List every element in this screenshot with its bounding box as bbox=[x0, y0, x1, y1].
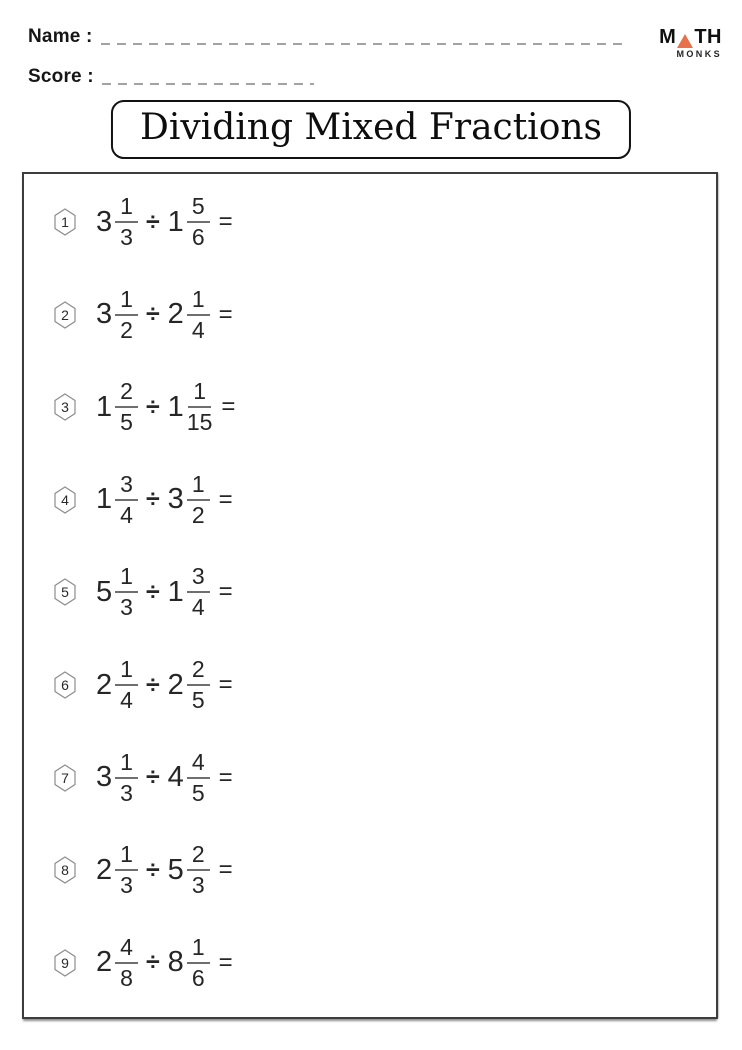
equals-sign: = bbox=[218, 485, 233, 513]
divide-sign: ÷ bbox=[145, 577, 160, 606]
whole-number-2: 4 bbox=[167, 761, 184, 794]
equals-sign: = bbox=[221, 393, 236, 421]
problem-number-badge bbox=[54, 301, 76, 329]
fraction-2 bbox=[187, 748, 210, 806]
equals-sign: = bbox=[218, 578, 233, 606]
whole-number-2: 2 bbox=[167, 298, 184, 331]
problem-number: 1 bbox=[61, 214, 69, 231]
problem-number-badge bbox=[54, 949, 76, 977]
problem-row-7 bbox=[54, 748, 706, 806]
divide-sign: ÷ bbox=[145, 763, 160, 792]
equation bbox=[96, 470, 233, 528]
problem-row-1 bbox=[54, 195, 706, 249]
name-field-row bbox=[28, 26, 624, 48]
problem-number: 9 bbox=[61, 954, 69, 971]
equation bbox=[96, 658, 233, 712]
worksheet-title-box bbox=[111, 100, 631, 159]
fraction-2 bbox=[187, 843, 210, 897]
numerator-2: 1 bbox=[187, 936, 210, 964]
equation bbox=[96, 748, 233, 806]
problem-number-badge bbox=[54, 671, 76, 699]
score-field-row bbox=[28, 66, 314, 88]
numerator-1: 1 bbox=[115, 565, 138, 593]
problem-row-5 bbox=[54, 565, 706, 619]
fraction-1 bbox=[115, 658, 138, 712]
denominator-1: 3 bbox=[120, 224, 133, 251]
numerator-1: 1 bbox=[115, 843, 138, 871]
whole-number-2: 5 bbox=[167, 853, 184, 886]
equals-sign: = bbox=[218, 948, 233, 976]
fraction-1 bbox=[115, 565, 138, 619]
numerator-1: 3 bbox=[115, 473, 138, 501]
divide-sign: ÷ bbox=[145, 300, 160, 329]
logo-word-start: M bbox=[659, 26, 677, 48]
equation bbox=[96, 195, 233, 249]
math-monks-logo bbox=[650, 26, 722, 59]
fraction-2 bbox=[187, 658, 210, 712]
numerator-1: 1 bbox=[115, 195, 138, 223]
whole-number-1: 1 bbox=[96, 483, 113, 516]
numerator-1: 4 bbox=[115, 936, 138, 964]
equals-sign: = bbox=[218, 300, 233, 328]
denominator-2: 6 bbox=[191, 964, 205, 991]
whole-number-2: 1 bbox=[167, 205, 184, 238]
denominator-2: 6 bbox=[191, 224, 205, 251]
name-blank-line bbox=[101, 43, 624, 45]
equation bbox=[96, 285, 233, 343]
triangle-a-icon bbox=[677, 34, 693, 48]
problem-number-badge bbox=[54, 486, 76, 514]
divide-sign: ÷ bbox=[145, 948, 160, 977]
problem-number: 7 bbox=[61, 769, 69, 786]
fraction-1 bbox=[115, 285, 138, 343]
problem-number-badge bbox=[54, 393, 76, 421]
fraction-1 bbox=[115, 933, 138, 991]
fraction-2 bbox=[187, 470, 210, 528]
denominator-1: 3 bbox=[120, 779, 133, 806]
denominator-1: 4 bbox=[120, 687, 133, 713]
problem-number: 6 bbox=[61, 677, 69, 693]
divide-sign: ÷ bbox=[145, 670, 160, 699]
equals-sign: = bbox=[218, 763, 233, 791]
numerator-1: 1 bbox=[115, 658, 138, 686]
whole-number-2: 8 bbox=[167, 946, 184, 979]
numerator-2: 2 bbox=[187, 843, 210, 871]
whole-number-1: 1 bbox=[96, 390, 113, 423]
numerator-1: 2 bbox=[115, 380, 138, 408]
denominator-2: 2 bbox=[191, 501, 205, 528]
problem-number-badge bbox=[54, 856, 76, 884]
numerator-2: 1 bbox=[188, 380, 211, 408]
equals-sign: = bbox=[218, 208, 233, 236]
whole-number-1: 3 bbox=[96, 761, 113, 794]
denominator-1: 5 bbox=[120, 409, 133, 436]
denominator-2: 4 bbox=[191, 316, 205, 343]
problems-box bbox=[22, 172, 718, 1019]
numerator-2: 2 bbox=[187, 658, 210, 686]
divide-sign: ÷ bbox=[145, 855, 160, 884]
problem-number: 5 bbox=[61, 584, 69, 601]
whole-number-2: 3 bbox=[167, 483, 184, 516]
logo-word-end: TH bbox=[694, 26, 722, 48]
divide-sign: ÷ bbox=[145, 485, 160, 514]
denominator-2: 5 bbox=[191, 779, 205, 806]
equals-sign: = bbox=[218, 856, 233, 884]
denominator-1: 3 bbox=[120, 594, 133, 621]
whole-number-2: 1 bbox=[167, 390, 184, 423]
score-blank-line bbox=[102, 83, 314, 85]
denominator-1: 4 bbox=[120, 501, 133, 528]
fraction-2 bbox=[187, 285, 210, 343]
problem-row-2 bbox=[54, 285, 706, 343]
numerator-2: 1 bbox=[187, 288, 210, 316]
problem-number: 2 bbox=[61, 306, 69, 323]
numerator-2: 5 bbox=[187, 195, 210, 223]
numerator-2: 1 bbox=[187, 473, 210, 501]
fraction-1 bbox=[115, 195, 138, 249]
fraction-1 bbox=[115, 843, 138, 897]
whole-number-1: 3 bbox=[96, 298, 113, 331]
problem-number-badge bbox=[54, 208, 76, 236]
divide-sign: ÷ bbox=[145, 207, 160, 236]
whole-number-1: 2 bbox=[96, 668, 113, 701]
problem-row-3 bbox=[54, 380, 706, 434]
denominator-1: 2 bbox=[120, 316, 133, 343]
problem-number: 8 bbox=[61, 862, 69, 879]
numerator-1: 1 bbox=[115, 288, 138, 316]
problem-number: 4 bbox=[61, 491, 69, 508]
fraction-2 bbox=[187, 380, 213, 434]
problem-row-6 bbox=[54, 658, 706, 712]
denominator-1: 3 bbox=[120, 872, 133, 899]
equation bbox=[96, 565, 233, 619]
equation bbox=[96, 933, 233, 991]
problem-row-4 bbox=[54, 470, 706, 528]
equation bbox=[96, 843, 233, 897]
equals-sign: = bbox=[218, 671, 233, 698]
numerator-1: 1 bbox=[115, 751, 138, 779]
problem-number-badge bbox=[54, 578, 76, 606]
numerator-2: 3 bbox=[187, 565, 210, 593]
problem-number-badge bbox=[54, 764, 76, 792]
numerator-2: 4 bbox=[187, 751, 210, 779]
fraction-1 bbox=[115, 470, 138, 528]
whole-number-1: 2 bbox=[96, 946, 113, 979]
fraction-2 bbox=[187, 933, 210, 991]
score-label: Score : bbox=[28, 66, 94, 87]
logo-wordmark bbox=[650, 26, 722, 49]
fraction-1 bbox=[115, 380, 138, 434]
name-label: Name : bbox=[28, 26, 93, 47]
denominator-2: 4 bbox=[191, 594, 205, 621]
problem-row-8 bbox=[54, 843, 706, 897]
logo-subtitle: MONKS bbox=[676, 49, 722, 59]
denominator-2: 3 bbox=[191, 872, 205, 899]
fraction-1 bbox=[115, 748, 138, 806]
whole-number-2: 2 bbox=[167, 668, 184, 701]
fraction-2 bbox=[187, 565, 210, 619]
whole-number-2: 1 bbox=[167, 575, 184, 608]
denominator-2: 15 bbox=[186, 409, 213, 436]
whole-number-1: 2 bbox=[96, 853, 113, 886]
problem-row-9 bbox=[54, 933, 706, 991]
denominator-2: 5 bbox=[191, 687, 205, 713]
denominator-1: 8 bbox=[120, 964, 133, 991]
divide-sign: ÷ bbox=[145, 392, 160, 421]
whole-number-1: 3 bbox=[96, 205, 113, 238]
worksheet-title: Dividing Mixed Fractions bbox=[139, 107, 603, 148]
fraction-2 bbox=[187, 195, 210, 249]
problem-number: 3 bbox=[61, 399, 69, 416]
whole-number-1: 5 bbox=[96, 575, 113, 608]
equation bbox=[96, 380, 235, 434]
